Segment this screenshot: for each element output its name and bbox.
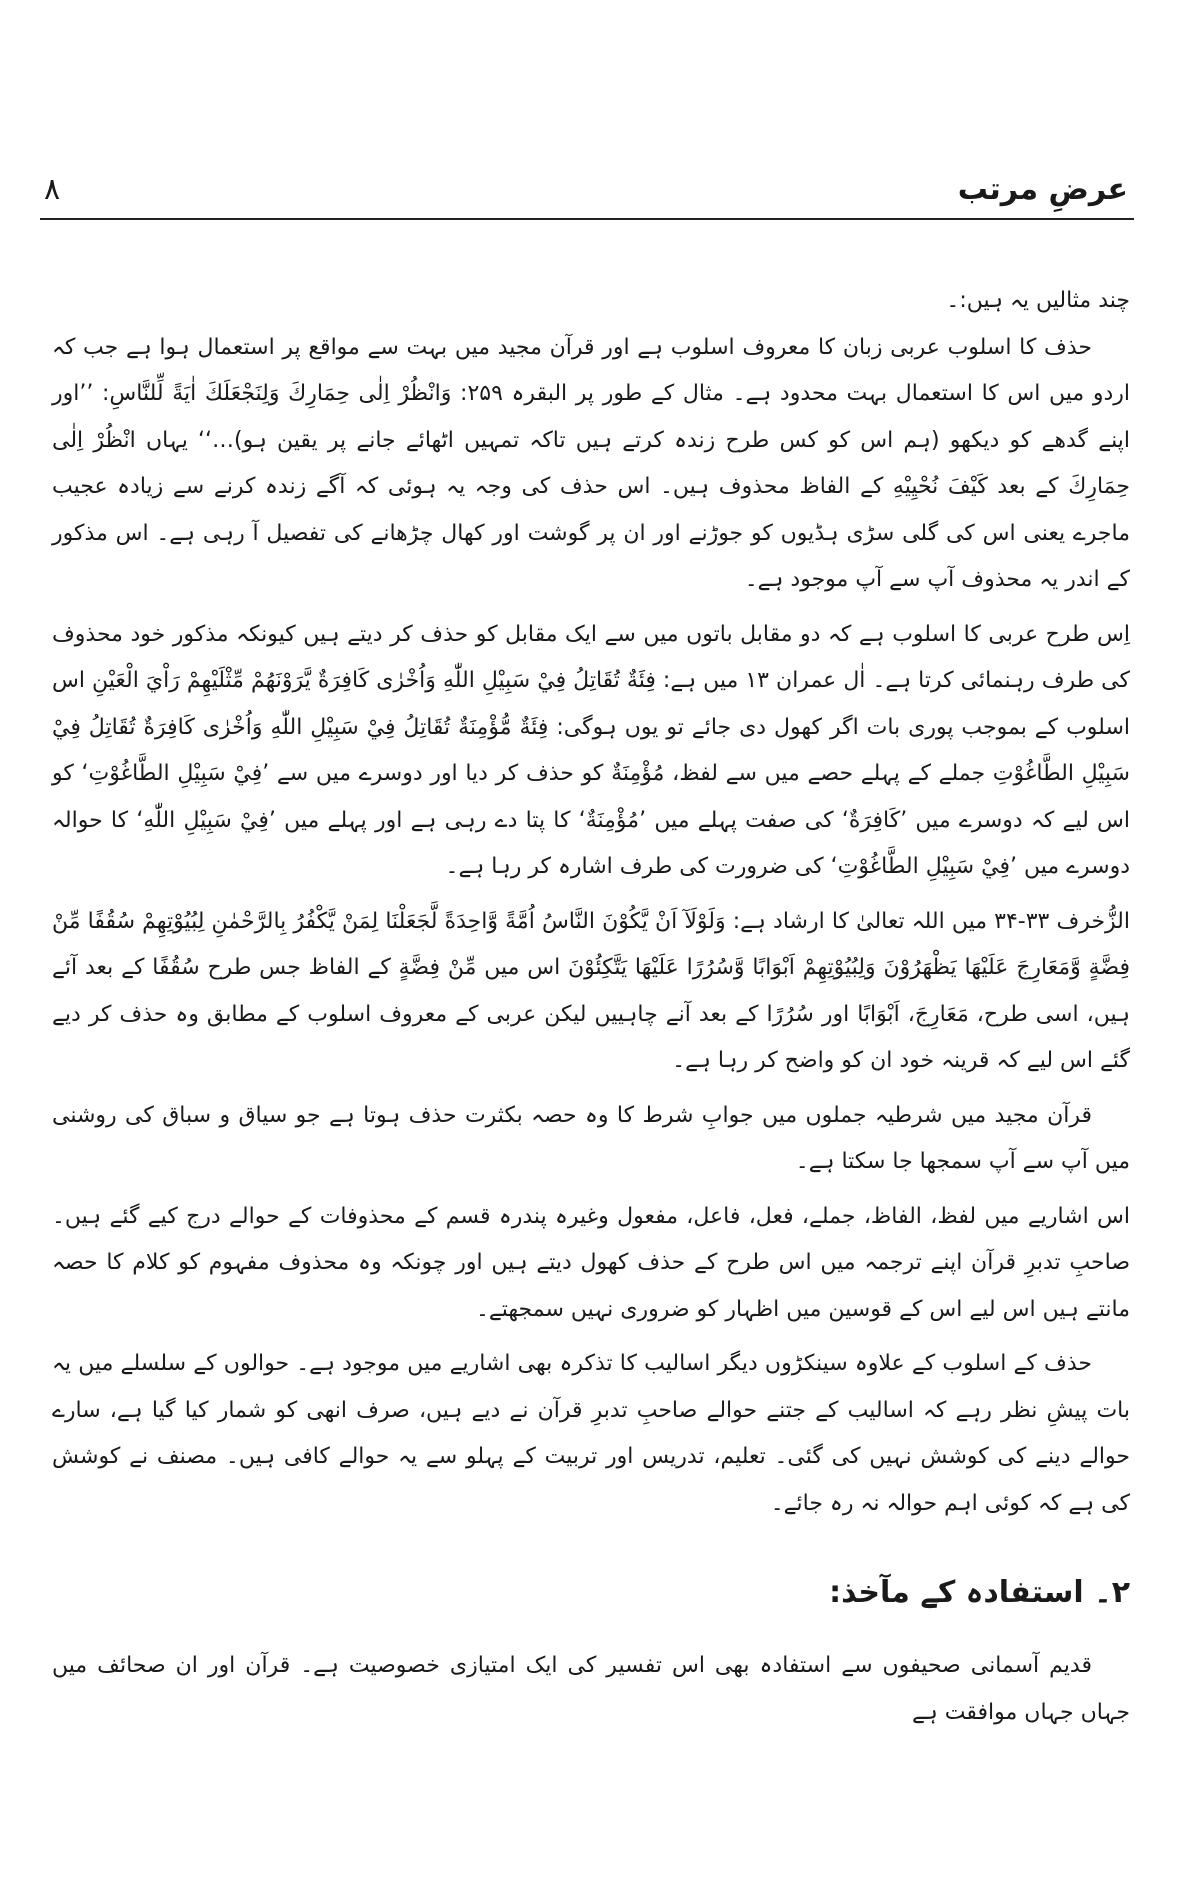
intro-line: چند مثالیں یہ ہیں:۔: [946, 288, 1130, 313]
running-title: عرضِ مرتب: [957, 172, 1128, 207]
page-number: ۸: [44, 172, 61, 207]
running-header: [40, 170, 1134, 210]
body-text: [52, 278, 1130, 1736]
paragraph-4: قرآن مجید میں شرطیہ جملوں میں جوابِ شرط کا وہ حصہ بکثرت حذف ہوتا ہے جو سیاق و سباق کی روشنی میں آپ سے آپ سمجھا جا سکتا ہے۔: [52, 1102, 1130, 1174]
header-rule: [40, 218, 1134, 220]
paragraph-6: حذف کے اسلوب کے علاوہ سینکڑوں دیگر اسالیب کا تذکرہ بھی اشاریے میں موجود ہے۔ حوالوں کے سلسلے میں یہ بات پیشِ نظر رہے کہ اسالیب کے جتنے حوالے صاحبِ تدبرِ قرآن نے دیے ہیں، صرف انھی کو شمار کیا گیا ہے، سارے حوالے دینے کی کوشش نہیں کی گئی۔ تعلیم، تدریس اور تربیت کے پہلو سے یہ حوالے کافی ہیں۔ مصنف نے کوشش کی ہے کہ کوئی اہم حوالہ نہ رہ جائے۔: [52, 1351, 1130, 1516]
paragraph-7: قدیم آسمانی صحیفوں سے استفادہ بھی اس تفسیر کی ایک امتیازی خصوصیت ہے۔ قرآن اور ان صحائف میں جہاں جہاں موافقت ہے: [52, 1653, 1130, 1725]
paragraph-1: حذف کا اسلوب عربی زبان کا معروف اسلوب ہے اور قرآن مجید میں بہت سے مواقع پر استعمال ہوا ہے جب کہ اردو میں اس کا استعمال بہت محدود ہے۔ مثال کے طور پر البقرہ ۲۵۹: وَانْظُرْ اِلٰی حِمَارِكَ وَلِنَجْعَلَكَ اٰيَةً لِّلنَّاسِ: ’’اور اپنے گدھے کو دیکھو (ہم اس کو کس طرح زندہ کرتے ہیں تاکہ تمہیں اٹھائے جانے پر یقین ہو)…‘‘ یہاں انْظُرْ اِلٰی حِمَارِكَ کے بعد كَيْفَ نُحْيِيْهِ کے الفاظ محذوف ہیں۔ اس حذف کی وجہ یہ ہوئی کہ آگے زندہ کرنے سے زیادہ عجیب ماجرے یعنی اس کی گلی سڑی ہڈیوں کو جوڑنے اور ان پر گوشت اور کھال چڑھانے کی تفصیل آ رہی ہے۔ اس مذکور کے اندر یہ محذوف آپ سے آپ موجود ہے۔: [52, 334, 1130, 592]
section-heading: ۲۔ استفادہ کے مآخذ:: [829, 1575, 1130, 1610]
paragraph-2: اِس طرح عربی کا اسلوب ہے کہ دو مقابل باتوں میں سے ایک مقابل کو حذف کر دیتے ہیں کیونکہ مذکور خود محذوف کی طرف رہنمائی کرتا ہے۔ اٰل عمران ۱۳ میں ہے: فِئَةٌ تُقَاتِلُ فِيْ سَبِيْلِ اللّٰهِ وَاُخْرٰى كَافِرَةٌ يَّرَوْنَهُمْ مِّثْلَيْهِمْ رَاْيَ الْعَيْنِ اس اسلوب کے بموجب پوری بات اگر کھول دی جائے تو یوں ہوگی: فِئَةٌ مُّؤْمِنَةٌ تُقَاتِلُ فِيْ سَبِيْلِ اللّٰهِ وَاُخْرٰى كَافِرَةٌ تُقَاتِلُ فِيْ سَبِيْلِ الطَّاغُوْتِ جملے کے پہلے حصے میں سے لفظ، مُؤْمِنَةٌ کو حذف کر دیا اور دوسرے میں سے ’فِيْ سَبِيْلِ الطَّاغُوْتِ‘ کو اس لیے کہ دوسرے میں ’كَافِرَةٌ‘ کی صفت پہلے میں ’مُؤْمِنَةٌ‘ کا پتا دے رہی ہے اور پہلے میں ’فِيْ سَبِيْلِ اللّٰهِ‘ کا حوالہ دوسرے میں ’فِيْ سَبِيْلِ الطَّاغُوْتِ‘ کی ضرورت کی طرف اشارہ کر رہا ہے۔: [52, 621, 1130, 879]
paragraph-5: اس اشاریے میں لفظ، الفاظ، جملے، فعل، فاعل، مفعول وغیرہ پندرہ قسم کے محذوفات کے حوالے درج کیے گئے ہیں۔ صاحبِ تدبرِ قرآن اپنے ترجمہ میں اس طرح کے حذف کھول دیتے ہیں اور چونکہ وہ محذوف مفہوم کو کلام کا حصہ مانتے ہیں اس لیے اس کے قوسین میں اظہار کو ضروری نہیں سمجھتے۔: [52, 1203, 1130, 1322]
paragraph-3: الزُّخرف ۳۳-۳۴ میں اللہ تعالیٰ کا ارشاد ہے: وَلَوْلَآ اَنْ يَّكُوْنَ النَّاسُ اُمَّةً وَّاحِدَةً لَّجَعَلْنَا لِمَنْ يَّكْفُرُ بِالرَّحْمٰنِ لِبُيُوْتِهِمْ سُقُفًا مِّنْ فِضَّةٍ وَّمَعَارِجَ عَلَيْهَا يَظْهَرُوْنَ وَلِبُيُوْتِهِمْ اَبْوَابًا وَّسُرُرًا عَلَيْهَا يَتَّكِئُوْنَ اس میں مِّنْ فِضَّةٍ کے الفاظ جس طرح سُقُفًا کے بعد آئے ہیں، اسی طرح، مَعَارِجَ، اَبْوَابًا اور سُرُرًا کے بعد آنے چاہییں لیکن عربی کے معروف اسلوب کے مطابق وہ حذف کر دیے گئے اس لیے کہ قرینہ خود ان کو واضح کر رہا ہے۔: [52, 908, 1130, 1073]
